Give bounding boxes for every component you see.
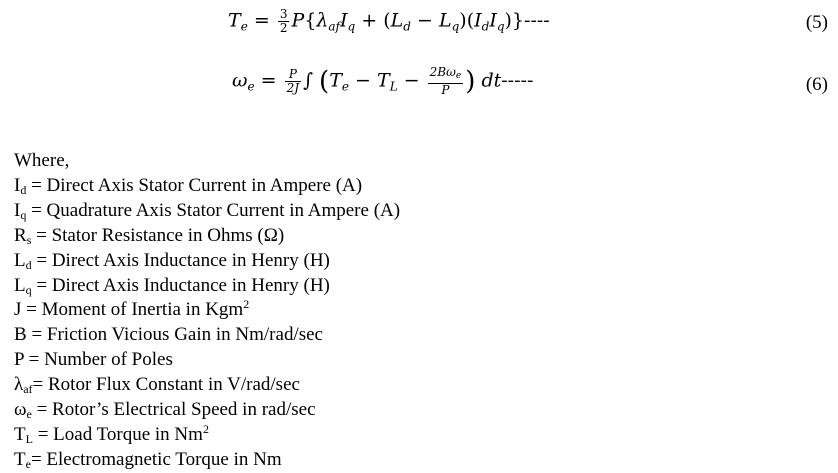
integral-sign: ∫: [303, 69, 313, 92]
equation-number-6: (6): [805, 74, 828, 95]
definitions-intro: Where,: [14, 150, 70, 171]
definition-iq: $I_q$ = Quadrature Axis Stator Current in Ampere (A): [14, 199, 401, 222]
definition-j: J = Moment of Inertia in Kgm$^2$: [14, 297, 250, 321]
definition-id: $I_d$ = Direct Axis Stator Current in Ampere (A): [14, 174, 363, 197]
definition-lambda-af: $\lambda_{af}=$ Rotor Flux Constant in V/rad/sec: [14, 374, 300, 397]
equation-speed: [0, 60, 838, 106]
fraction-friction-term: $\frac{\text{2Bωe}}{P}$: [429, 65, 462, 97]
definition-omega-e: $\omega_e$ = Rotor’s Electrical Speed in rad/sec: [14, 399, 316, 422]
definition-b: B = Friction Vicious Gain in Nm/rad/sec: [14, 324, 323, 346]
equation-torque: [0, 2, 838, 42]
definition-tl: $T_L$ = Load Torque in Nm$^2$: [14, 421, 209, 446]
equation-torque-expression: $T_e$ = $\frac{3}{2}$ $P\{\lambda_{af}I_q + (L_d - L_q)(I_dI_q)\}----$: [228, 7, 550, 35]
equation-number-5: (5): [805, 12, 828, 33]
fraction-three-halves: $\frac{3}{2}$: [279, 7, 288, 35]
definition-ld: $L_d$ = Direct Axis Inductance in Henry (H): [14, 249, 330, 272]
definition-p: P = Number of Poles: [14, 349, 173, 371]
definition-te: $T_e=$ Electromagnetic Torque in Nm: [14, 448, 282, 471]
definition-lq: $L_q$ = Direct Axis Inductance in Henry (H): [14, 274, 330, 297]
symbol-definitions: [14, 149, 400, 473]
fraction-p-over-2j: $\frac{P}{2J}$: [286, 67, 300, 95]
equation-speed-expression: $\omega_e$ = $\frac{P}{2J}$ ∫ ($T_e - T_L$ − $\frac{\text{2Bωe}}{P}$ ) dt-----: [232, 65, 534, 97]
definition-rs: $R_s$ = Stator Resistance in Ohms (Ω): [14, 224, 285, 247]
